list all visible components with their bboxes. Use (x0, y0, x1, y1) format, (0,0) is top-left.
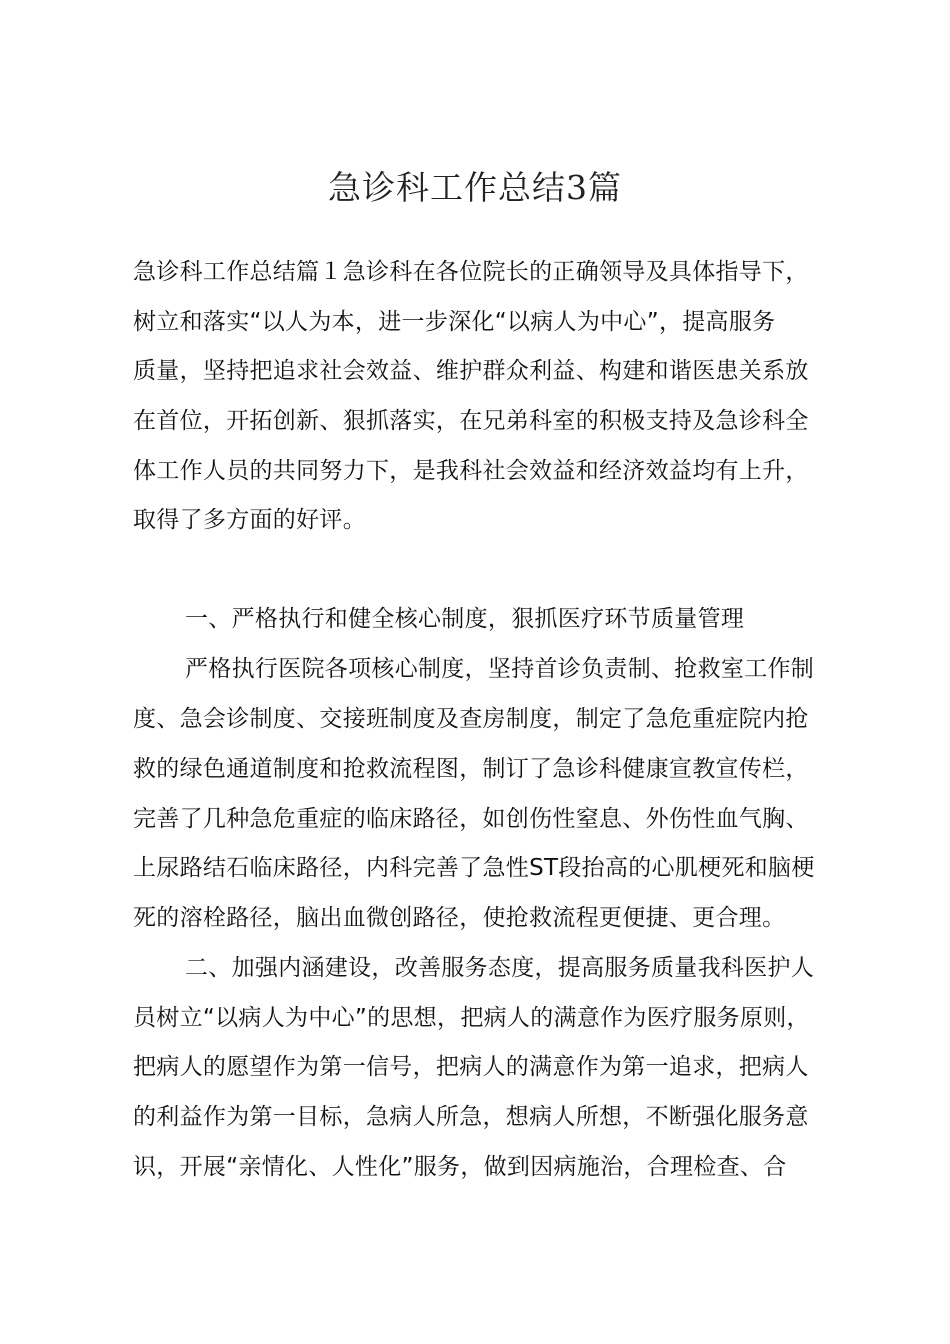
intro-line-5: 体工作人员的共同努力下，是我科社会效益和经济效益均有上升， (133, 458, 809, 484)
section2-line-1: 二、加强内涵建设，改善服务态度，提高服务质量我科医护人 (185, 955, 815, 981)
document-title: 急诊科工作总结3篇 (328, 168, 622, 207)
section2-line-3: 把病人的愿望作为第一信号，把病人的满意作为第一追求，把病人 (133, 1054, 809, 1080)
section1-line-6: 死的溶栓路径，脑出血微创路径，使抢救流程更便捷、更合理。 (133, 905, 786, 931)
section1-line-1: 严格执行医院各项核心制度，坚持首诊负责制、抢救室工作制 (185, 656, 815, 682)
section1-line-3: 救的绿色通道制度和抢救流程图，制订了急诊科健康宣教宣传栏， (133, 756, 809, 782)
intro-line-2: 树立和落实“以人为本，进一步深化“以病人为中心”，提高服务 (133, 309, 776, 335)
section1-line-5: 上尿路结石临床路径，内科完善了急性ST段抬高的心肌梗死和脑梗 (133, 855, 815, 881)
intro-line-3: 质量，坚持把追求社会效益、维护群众利益、构建和谐医患关系放 (133, 358, 809, 384)
section1-line-4: 完善了几种急危重症的临床路径，如创伤性窒息、外伤性血气胸、 (133, 806, 809, 832)
section1-heading: 一、严格执行和健全核心制度，狠抓医疗环节质量管理 (185, 606, 745, 632)
intro-line-1: 急诊科工作总结篇１急诊科在各位院长的正确领导及具体指导下， (133, 259, 809, 285)
intro-line-4: 在首位，开拓创新、狠抓落实，在兄弟科室的积极支持及急诊科全 (133, 408, 809, 434)
intro-line-6: 取得了多方面的好评。 (133, 507, 366, 533)
section1-line-2: 度、急会诊制度、交接班制度及查房制度，制定了急危重症院内抢 (133, 706, 809, 732)
section2-line-2: 员树立“以病人为中心”的思想，把病人的满意作为医疗服务原则， (133, 1005, 810, 1031)
section2-line-4: 的利益作为第一目标，急病人所急，想病人所想，不断强化服务意 (133, 1104, 809, 1130)
section2-line-5: 识，开展“亲情化、人性化”服务，做到因病施治，合理检查、合 (133, 1154, 787, 1180)
